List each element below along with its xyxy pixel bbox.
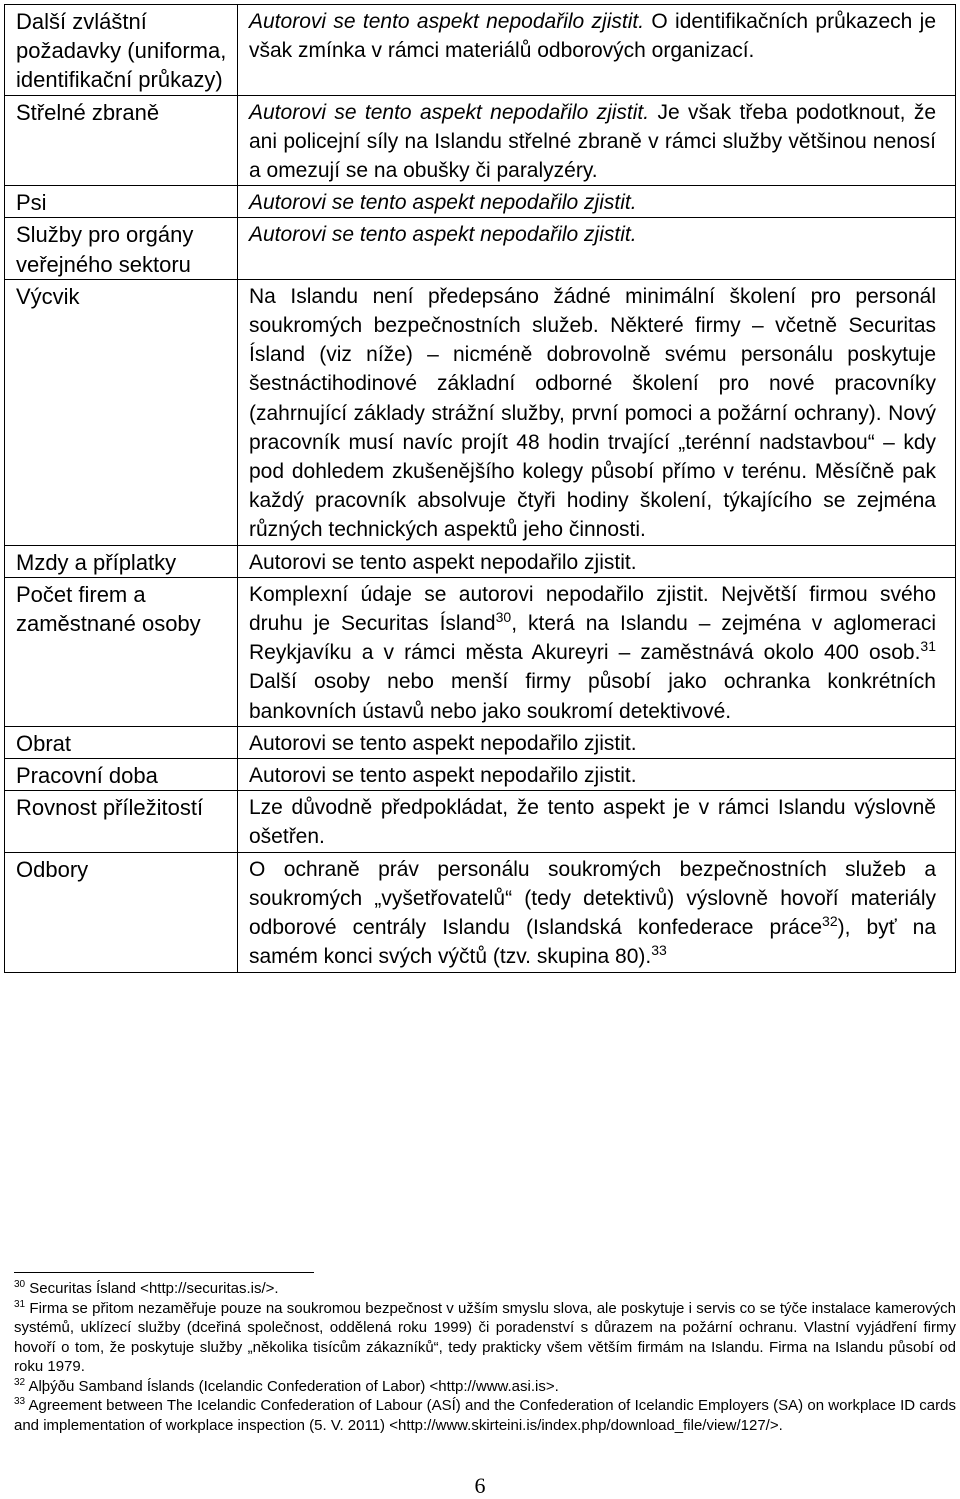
row-label: Psi xyxy=(5,186,238,218)
table-row xyxy=(5,791,956,852)
table-row xyxy=(5,279,956,545)
footnote-number: 30 xyxy=(14,1279,26,1290)
row-value-rest: Je však třeba podotknout, že ani policejní síly na Islandu střelné zbraně v rámci služby většinou nenosí a omezují se na obušky či paralyzéry. xyxy=(249,100,936,183)
footnote-ref[interactable]: 33 xyxy=(651,942,667,959)
table-row xyxy=(5,218,956,279)
row-value-rest: O identifikačních průkazech je však zmínka v rámci materiálů odborových organizací. xyxy=(249,10,936,63)
table-row xyxy=(5,726,956,758)
row-value: Autorovi se tento aspekt nepodařilo zjistit. xyxy=(238,759,956,791)
footnote xyxy=(14,1299,956,1377)
row-value-part: , která na Islandu – zejména v aglomeraci Reykjavíku a v rámci města Akureyri – zaměstnává okolo 400 osob. xyxy=(249,612,936,665)
row-label: Obrat xyxy=(5,726,238,758)
footnote-ref[interactable]: 32 xyxy=(822,913,838,930)
row-label: Rovnost příležitostí xyxy=(5,791,238,852)
row-value xyxy=(238,218,956,279)
row-value: Autorovi se tento aspekt nepodařilo zjistit. xyxy=(238,545,956,577)
row-value xyxy=(238,5,956,96)
table-row xyxy=(5,5,956,96)
footnote-number: 32 xyxy=(14,1376,26,1388)
row-label: Další zvláštní požadavky (uniforma, identifikační průkazy) xyxy=(5,5,238,96)
row-value xyxy=(238,95,956,186)
page-number: 6 xyxy=(474,1473,486,1498)
table-row xyxy=(5,186,956,218)
footnote-text: Firma se přitom nezaměřuje pouze na soukromou bezpečnost v užším smyslu slova, ale poskytuje i servis co se týče instalace kamerových systémů, uklízecí služby (dceřiná společnost, oddělená roku 1999) či poradenství s důrazem na požární ochranu. Vlastní vyjádření firmy hovoří o tom, že poskytuje služby „několika tisícům zákazníků“, tedy prakticky všem větším firmám na Islandu. Firma na Islandu působí od roku 1979. xyxy=(14,1299,956,1375)
footnote-text: Agreement between The Icelandic Confederation of Labour (ASÍ) and the Confederation of Icelandic Employers (SA) on workplace ID cards and implementation of workplace inspection (5. V. 2011) <http://www.skirteini.is/index.php/download_file/view/127/>. xyxy=(14,1397,956,1434)
footnote-number: 33 xyxy=(14,1396,26,1407)
row-value-italic: Autorovi se tento aspekt nepodařilo zjistit. xyxy=(249,10,645,33)
row-label: Pracovní doba xyxy=(5,759,238,791)
row-value: Na Islandu není předepsáno žádné minimální školení pro personál soukromých bezpečnostních služeb. Některé firmy – včetně Securitas Ísland (viz níže) – nicméně dobrovolně svému personálu poskytuje šestnáctihodinové základní odborné školení pro nové pracovníky (zahrnující základy strážní služby, první pomoci a požární ochrany). Nový pracovník musí navíc projít 48 hodin trvající „terénní nadstavbou“ – kdy pod dohledem zkušenějšího kolegy působí přímo v terénu. Měsíčně pak každý pracovník absolvuje čtyři hodiny školení, týkajícího se zejména různých technických aspektů jeho činnosti. xyxy=(238,279,956,545)
row-value-part: ), byť na samém konci svých výčtů (tzv. skupina 80). xyxy=(249,916,937,969)
footnotes xyxy=(14,1279,956,1435)
footnote-ref[interactable]: 31 xyxy=(920,638,936,655)
row-label: Střelné zbraně xyxy=(5,95,238,186)
row-value-part: Další osoby nebo menší firmy působí jako ochranka konkrétních bankovních ústavů nebo jako soukromí detektivové. xyxy=(249,670,936,723)
row-label: Počet firem a zaměstnané osoby xyxy=(5,577,238,726)
row-value-italic: Autorovi se tento aspekt nepodařilo zjistit. xyxy=(249,191,637,215)
row-value-italic: Autorovi se tento aspekt nepodařilo zjistit. xyxy=(249,100,650,124)
row-value xyxy=(238,186,956,218)
row-value xyxy=(238,577,956,726)
row-value-part: Komplexní údaje se autorovi nepodařilo zjistit. Největší firmou svého druhu je Securitas Ísland xyxy=(249,582,936,636)
footnote xyxy=(14,1396,956,1435)
row-value xyxy=(238,852,956,972)
footnote xyxy=(14,1279,956,1299)
requirements-table xyxy=(4,4,956,973)
footnote-separator xyxy=(14,1272,314,1273)
row-label: Odbory xyxy=(5,852,238,972)
row-value-part: O ochraně práv personálu soukromých bezpečnostních služeb a soukromých „vyšetřovatelů“ (tedy detektivů) výslovně hovoří materiály odborové centrály Islandu (Islandská konfederace práce xyxy=(249,857,936,940)
table-row xyxy=(5,759,956,791)
footnote-text: Alþýðu Samband Íslands (Icelandic Confederation of Labor) <http://www.asi.is>. xyxy=(28,1377,559,1395)
row-label: Služby pro orgány veřejného sektoru xyxy=(5,218,238,279)
row-value: Lze důvodně předpokládat, že tento aspekt je v rámci Islandu výslovně ošetřen. xyxy=(238,791,956,852)
row-value-italic: Autorovi se tento aspekt nepodařilo zjistit. xyxy=(249,223,637,247)
table-row xyxy=(5,95,956,186)
footnote-ref[interactable]: 30 xyxy=(495,609,512,626)
footnote-number: 31 xyxy=(14,1298,26,1310)
table-row xyxy=(5,577,956,726)
row-label: Výcvik xyxy=(5,279,238,545)
footnote xyxy=(14,1377,956,1397)
row-value: Autorovi se tento aspekt nepodařilo zjistit. xyxy=(238,726,956,758)
row-label: Mzdy a příplatky xyxy=(5,545,238,577)
table-row xyxy=(5,545,956,577)
table-row xyxy=(5,852,956,972)
footnote-text: Securitas Ísland <http://securitas.is/>. xyxy=(29,1280,279,1297)
